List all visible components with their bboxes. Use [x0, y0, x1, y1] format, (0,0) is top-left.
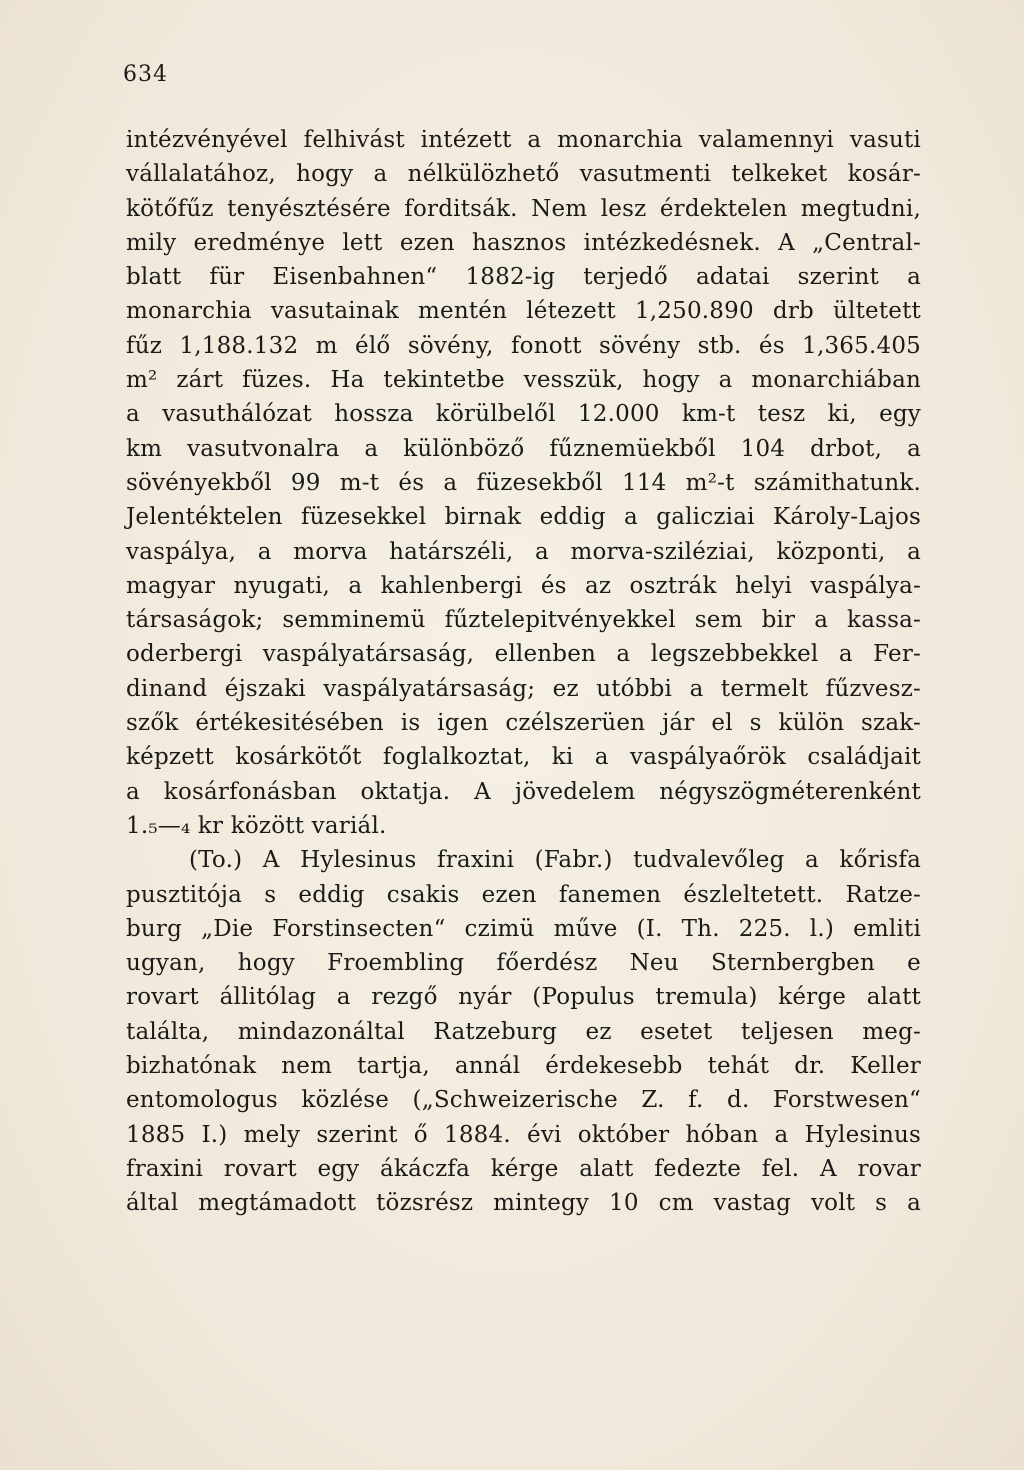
text-line: 1885 I.) mely szerint ő 1884. évi október hóban a Hylesinus — [126, 1121, 921, 1148]
text-line: vállalatához, hogy a nélkülözhető vasutmenti telkeket kosár- — [126, 161, 921, 188]
text-line: találta, mindazonáltal Ratzeburg ez esetet teljesen meg- — [126, 1018, 921, 1045]
text-line: dinand éjszaki vaspályatársaság; ez utóbbi a termelt fűzvesz- — [126, 675, 921, 702]
text-line: monarchia vasutainak mentén létezett 1,250.890 drb ültetett — [126, 298, 921, 325]
text-line: Jelentéktelen füzesekkel birnak eddig a galicziai Károly-Lajos — [126, 504, 921, 531]
text-line: által megtámadott tözsrész mintegy 10 cm vastag volt s a — [126, 1190, 921, 1217]
text-line: pusztitója s eddig csakis ezen fanemen észleltetett. Ratze- — [126, 881, 921, 908]
text-line: mily eredménye lett ezen hasznos intézkedésnek. A „Central- — [126, 229, 921, 256]
text-line: bizhatónak nem tartja, annál érdekesebb tehát dr. Keller — [126, 1053, 921, 1080]
text-line: 1.₅—₄ kr között variál. — [126, 812, 387, 839]
text-line: (To.) A Hylesinus fraxini (Fabr.) tudvalevőleg a kőrisfa — [189, 847, 921, 874]
text-line: km vasutvonalra a különböző fűznemüekből 104 drbot, a — [126, 435, 921, 462]
body-text — [126, 123, 921, 1221]
text-line: ugyan, hogy Froembling főerdész Neu Sternbergben e — [126, 950, 921, 977]
page-number: 634 — [123, 62, 168, 87]
text-line: entomologus közlése („Schweizerische Z. f. d. Forstwesen“ — [126, 1087, 921, 1114]
text-line: vaspálya, a morva határszéli, a morva-sziléziai, központi, a — [126, 538, 921, 565]
text-line: képzett kosárkötőt foglalkoztat, ki a vaspályaőrök családjait — [126, 744, 921, 771]
text-line: blatt für Eisenbahnen“ 1882-ig terjedő adatai szerint a — [126, 264, 921, 291]
text-line: sövényekből 99 m-t és a füzesekből 114 m²-t számithatunk. — [126, 469, 921, 496]
text-line: kötőfűz tenyésztésére forditsák. Nem lesz érdektelen megtudni, — [126, 195, 921, 222]
text-line: szők értékesitésében is igen czélszerüen jár el s külön szak- — [126, 710, 921, 737]
text-line: burg „Die Forstinsecten“ czimü műve (I. Th. 225. l.) emliti — [126, 915, 921, 942]
text-line: magyar nyugati, a kahlenbergi és az osztrák helyi vaspálya- — [126, 572, 921, 599]
text-line: a kosárfonásban oktatja. A jövedelem négyszögméterenként — [126, 778, 921, 805]
text-line: oderbergi vaspályatársaság, ellenben a legszebbekkel a Fer- — [126, 641, 921, 668]
text-line: fraxini rovart egy ákáczfa kérge alatt fedezte fel. A rovar — [126, 1155, 921, 1182]
text-line: a vasuthálózat hossza körülbelől 12.000 km-t tesz ki, egy — [126, 401, 921, 428]
text-line: társaságok; semminemü fűztelepitvényekkel sem bir a kassa- — [126, 607, 921, 634]
text-line: fűz 1,188.132 m élő sövény, fonott sövény stb. és 1,365.405 — [126, 332, 921, 359]
text-line: rovart állitólag a rezgő nyár (Populus tremula) kérge alatt — [126, 984, 921, 1011]
text-line: intézvényével felhivást intézett a monarchia valamennyi vasuti — [126, 127, 921, 153]
text-line: m² zárt füzes. Ha tekintetbe vesszük, hogy a monarchiában — [126, 367, 921, 394]
